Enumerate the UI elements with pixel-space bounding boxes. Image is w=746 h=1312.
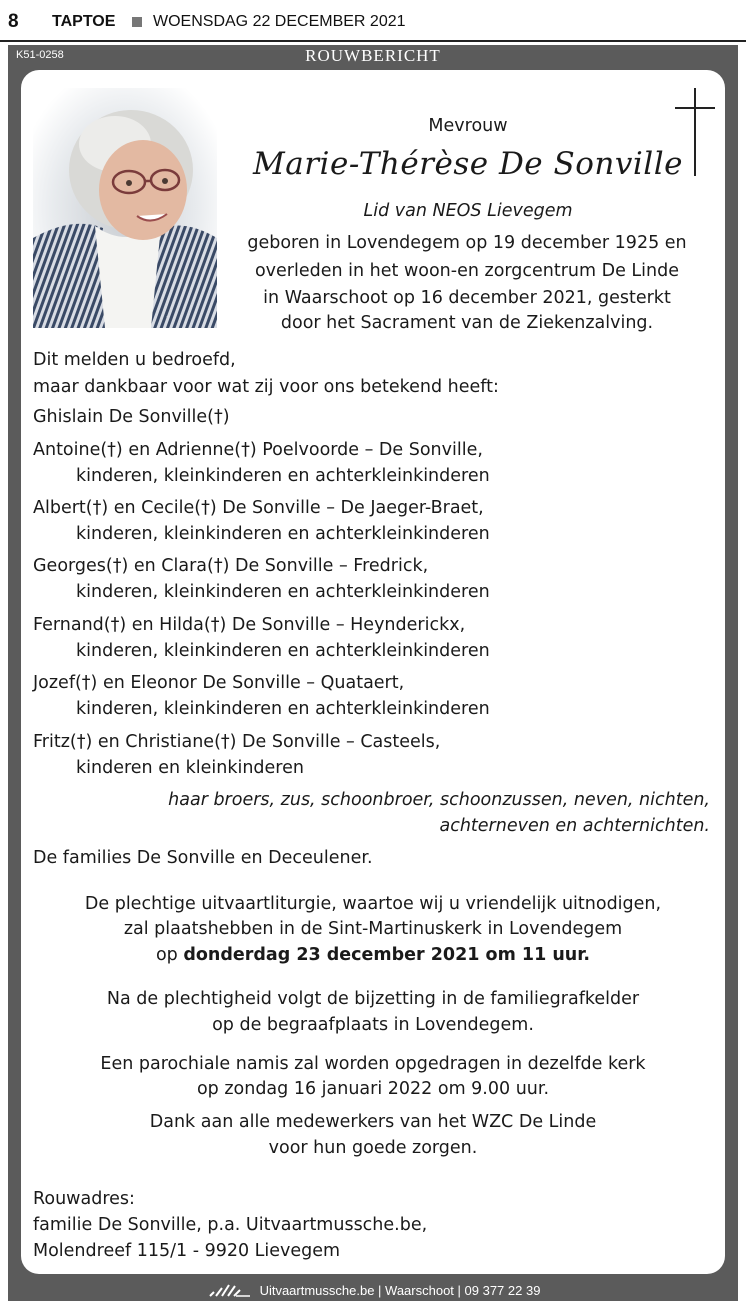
portrait-photo	[33, 88, 217, 328]
thanks-line: voor hun goede zorgen.	[268, 1138, 478, 1158]
funeral-home-logo-icon	[206, 1282, 252, 1301]
burial-line: op de begraafplaats in Lovendegem.	[212, 1015, 534, 1035]
family-entry-sub: kinderen, kleinkinderen en achterkleinkinderen	[76, 641, 490, 661]
family-entry-sub: kinderen, kleinkinderen en achterkleinkinderen	[76, 466, 490, 486]
family-entry: Ghislain De Sonville(†)	[33, 407, 230, 427]
address-label: Rouwadres:	[33, 1189, 135, 1209]
notice-heading: ROUWBERICHT	[305, 46, 441, 65]
bio-line: overleden in het woon-en zorgcentrum De Linde	[254, 261, 680, 281]
notice-reference: K51-0258	[16, 49, 64, 61]
relatives-line: haar broers, zus, schoonbroer, schoonzussen, neven, nichten,	[168, 790, 710, 810]
cross-bar	[675, 107, 715, 109]
membership: Lid van NEOS Lievegem	[363, 201, 573, 221]
mass-line: op zondag 16 januari 2022 om 9.00 uur.	[196, 1079, 550, 1099]
intro-line: Dit melden u bedroefd,	[33, 350, 236, 370]
burial-line: Na de plechtigheid volgt de bijzetting in de familiegrafkelder	[106, 989, 640, 1009]
family-entry-sub: kinderen en kleinkinderen	[76, 758, 304, 778]
thanks-line: Dank aan alle medewerkers van het WZC De Linde	[149, 1112, 597, 1132]
family-entry: Albert(†) en Cecile(†) De Sonville – De Jaeger-Braet,	[33, 498, 484, 518]
mass-line: Een parochiale namis zal worden opgedragen in dezelfde kerk	[100, 1054, 646, 1074]
family-entry-sub: kinderen, kleinkinderen en achterkleinkinderen	[76, 582, 490, 602]
salutation: Mevrouw	[428, 116, 508, 136]
families-line: De families De Sonville en Deceulener.	[33, 848, 373, 868]
page-number: 8	[8, 11, 19, 32]
deceased-name: Marie-Thérèse De Sonville	[253, 146, 683, 182]
bio-line: in Waarschoot op 16 december 2021, gesterkt	[263, 288, 671, 308]
portrait-drawing	[33, 88, 217, 328]
separator-square-icon	[132, 17, 142, 27]
funeral-date-line	[21, 944, 725, 967]
footer-text: Uitvaartmussche.be | Waarschoot | 09 377 22 39	[259, 1282, 541, 1298]
funeral-date: donderdag 23 december 2021 om 11 uur.	[183, 945, 591, 965]
funeral-home-footer	[0, 1282, 746, 1301]
funeral-line: De plechtige uitvaartliturgie, waartoe wij u vriendelijk uitnodigen,	[84, 894, 662, 914]
family-entry: Jozef(†) en Eleonor De Sonville – Quataert,	[33, 673, 405, 693]
bio-line: door het Sacrament van de Ziekenzalving.	[280, 313, 654, 333]
funeral-date-prefix: op	[155, 945, 184, 965]
relatives-line: achterneven en achternichten.	[439, 816, 710, 836]
bio-line: geboren in Lovendegem op 19 december 1925 en	[247, 233, 687, 253]
family-entry-sub: kinderen, kleinkinderen en achterkleinkinderen	[76, 524, 490, 544]
family-entry-sub: kinderen, kleinkinderen en achterkleinkinderen	[76, 699, 490, 719]
funeral-line: zal plaatshebben in de Sint-Martinuskerk in Lovendegem	[123, 919, 623, 939]
family-entry: Fernand(†) en Hilda(†) De Sonville – Heynderickx,	[33, 615, 466, 635]
address-line: Molendreef 115/1 - 9920 Lievegem	[33, 1241, 341, 1261]
address-line: familie De Sonville, p.a. Uitvaartmussche.be,	[33, 1215, 428, 1235]
intro-line: maar dankbaar voor wat zij voor ons betekend heeft:	[33, 377, 499, 397]
family-entry: Georges(†) en Clara(†) De Sonville – Fredrick,	[33, 556, 429, 576]
family-entry: Fritz(†) en Christiane(†) De Sonville – Casteels,	[33, 732, 441, 752]
issue-date: WOENSDAG 22 DECEMBER 2021	[153, 13, 406, 30]
family-entry: Antoine(†) en Adrienne(†) Poelvoorde – De Sonville,	[33, 440, 483, 460]
newspaper-header	[0, 0, 746, 42]
paper-name: TAPTOE	[52, 13, 116, 30]
